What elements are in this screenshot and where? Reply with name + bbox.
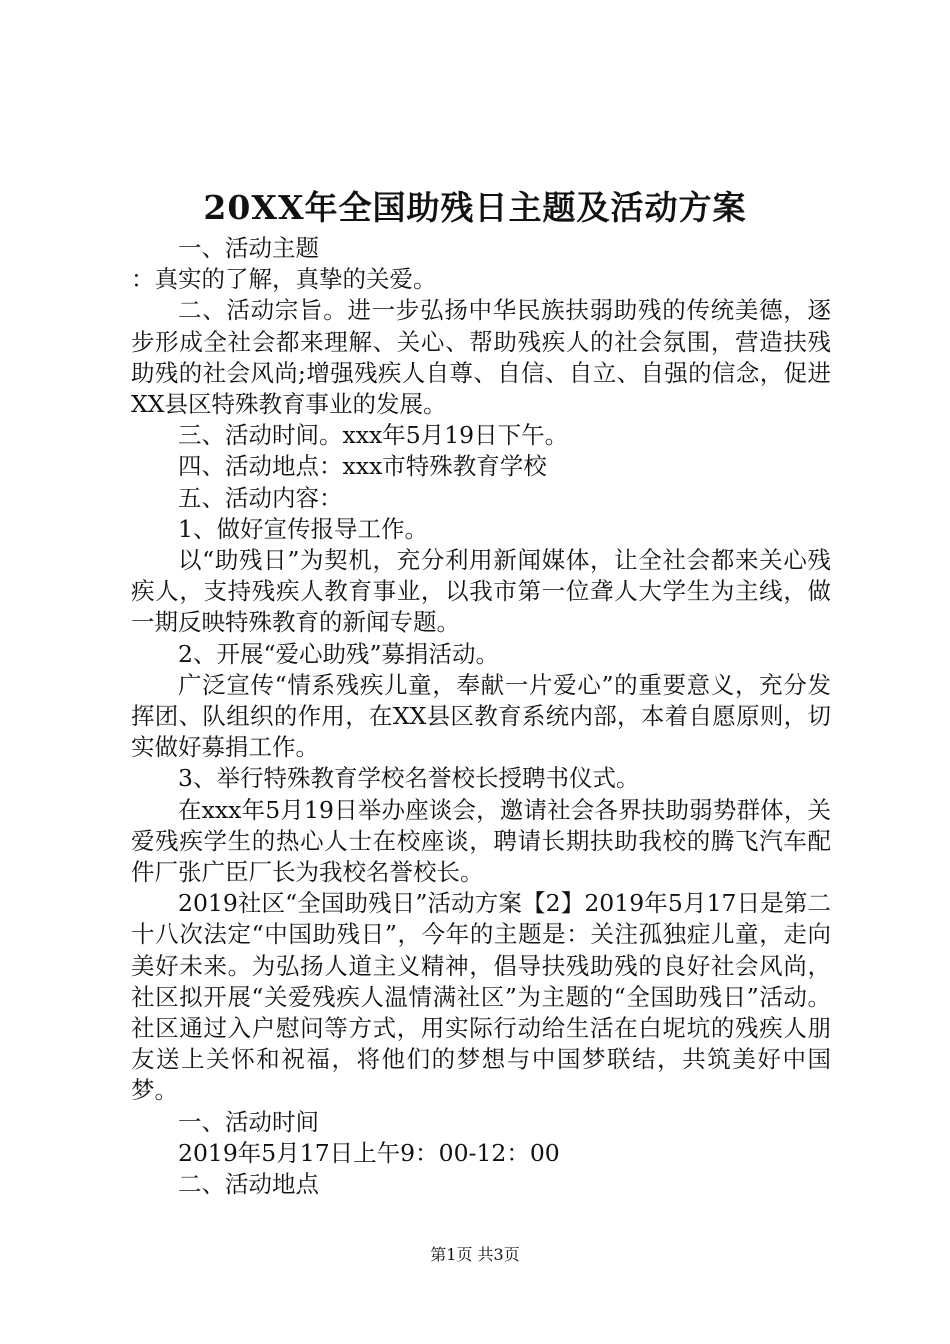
paragraph: 1、做好宣传报导工作。 <box>178 514 428 543</box>
page-number-footer: 第1页 共3页 <box>430 1245 520 1264</box>
paragraph: 广泛宣传“情系残疾儿童，奉献一片爱心”的重要意义，充分发挥团、队组织的作用，在XX县区教育系统内部，本着自愿原则，切实做好募捐工作。 <box>131 670 831 762</box>
paragraph: 2019年5月17日上午9：00-12：00 <box>178 1138 560 1167</box>
document-title: 20XX年全国助残日主题及活动方案 <box>203 188 747 227</box>
paragraph: 三、活动时间。xxx年5月19日下午。 <box>178 421 569 450</box>
paragraph: 在xxx年5月19日举办座谈会，邀请社会各界扶助弱势群体，关爱残疾学生的热心人士在校座谈，聘请长期扶助我校的腾飞汽车配件厂张广臣厂长为我校名誉校长。 <box>131 795 831 887</box>
paragraph: 2019社区“全国助残日”活动方案【2】2019年5月17日是第二十八次法定“中国助残日”，今年的主题是：关注孤独症儿童，走向美好未来。为弘扬人道主义精神，倡导扶残助残的良好社会风尚，社区拟开展“关爱残疾人温情满社区”为主题的“全国助残日”活动。社区通过入户慰问等方式，用实际行动给生活在白坭坑的残疾人朋友送上关怀和祝福，将他们的梦想与中国梦联结，共筑美好中国梦。 <box>131 889 831 1105</box>
paragraph: 二、活动地点 <box>178 1170 319 1199</box>
paragraph: 以“助残日”为契机，充分利用新闻媒体，让全社会都来关心残疾人，支持残疾人教育事业，以我市第一位聋人大学生为主线，做一期反映特殊教育的新闻专题。 <box>131 546 831 637</box>
paragraph: 2、开展“爱心助残”募捐活动。 <box>178 639 499 668</box>
paragraph: ：真实的了解，真挚的关爱。 <box>131 265 437 294</box>
paragraph: 五、活动内容： <box>178 483 343 512</box>
paragraph: 一、活动主题 <box>178 234 319 262</box>
paragraph: 一、活动时间 <box>178 1107 319 1136</box>
paragraph: 二、活动宗旨。进一步弘扬中华民族扶弱助残的传统美德，逐步形成全社会都来理解、关心、帮助残疾人的社会氛围，营造扶残助残的社会风尚;增强残疾人自尊、自信、自立、自强的信念，促进XX县区特殊教育事业的发展。 <box>131 296 831 419</box>
paragraph: 四、活动地点：xxx市特殊教育学校 <box>178 452 547 481</box>
document-body <box>131 233 831 1200</box>
paragraph: 3、举行特殊教育学校名誉校长授聘书仪式。 <box>178 764 640 793</box>
